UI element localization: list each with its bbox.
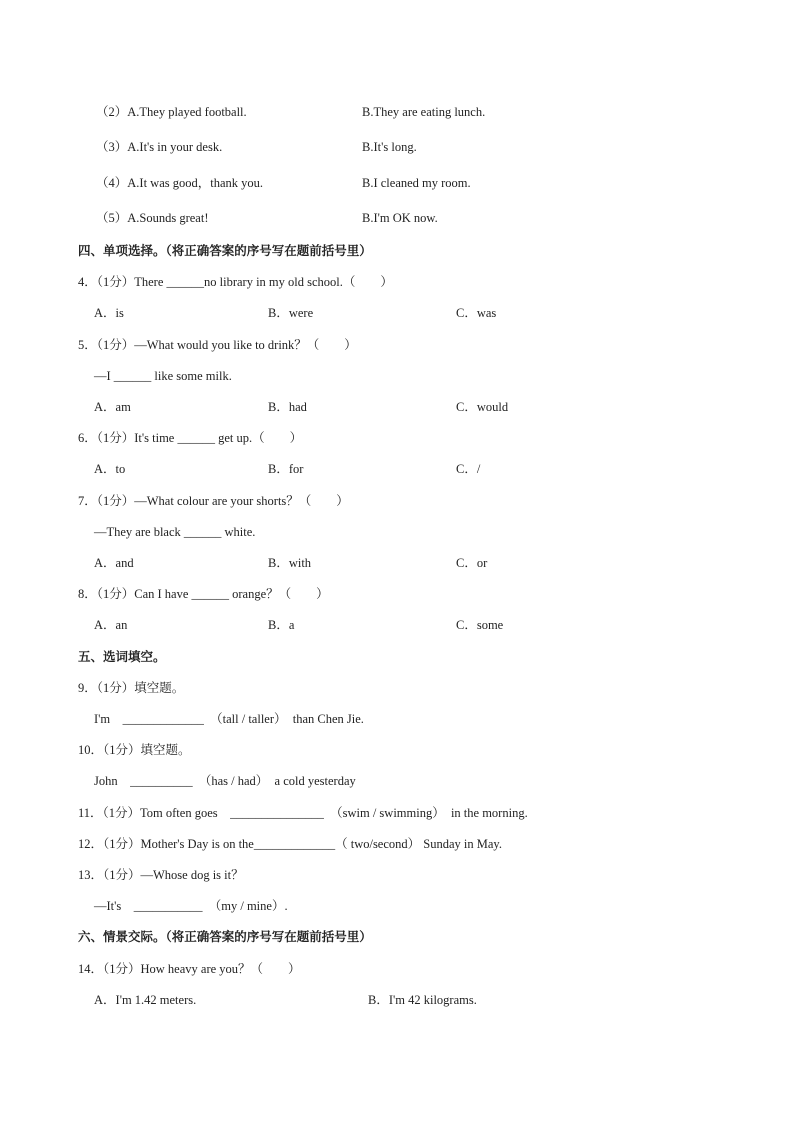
q4-stem: 4．（1分）There ______no library in my old school.（ ） (78, 275, 393, 289)
q13-blank-line: —It's ___________ （my / mine）. (94, 899, 288, 913)
q4-option-b: B．were (268, 306, 314, 320)
q7-option-c: C．or (456, 556, 488, 570)
q9-blank-line: I'm _____________ （tall / taller） than Chen Jie. (94, 712, 364, 726)
q4-option-a: A．is (94, 306, 124, 320)
q4-option-c: C．was (456, 306, 497, 320)
q11-stem: 11．（1分）Tom often goes _______________ （swim / swimming） in the morning. (78, 806, 528, 820)
q14-option-a: A．I'm 1.42 meters. (94, 993, 197, 1007)
q8-option-a: A．an (94, 618, 128, 632)
q3-5-option-b: B.I'm OK now. (362, 211, 438, 225)
q6-option-c: C．/ (456, 462, 481, 476)
q14-option-b: B．I'm 42 kilograms. (368, 993, 477, 1007)
q12-stem: 12．（1分）Mother's Day is on the_____________（ two/second） Sunday in May. (78, 837, 502, 851)
q3-5-option-a: （5）A.Sounds great! (96, 211, 209, 225)
q3-2-option-b: B.They are eating lunch. (362, 105, 486, 119)
q7-option-a: A．and (94, 556, 134, 570)
q3-2-option-a: （2）A.They played football. (96, 105, 247, 119)
q6-option-a: A．to (94, 462, 126, 476)
q10-stem: 10．（1分）填空题。 (78, 743, 191, 757)
q3-4-option-a: （4）A.It was good，thank you. (96, 176, 263, 190)
q5-stem: 5．（1分）—What would you like to drink？（ ） (78, 338, 357, 352)
q6-option-b: B．for (268, 462, 304, 476)
section-5-title: 五、选词填空。 (78, 650, 166, 664)
q7-stem: 7．（1分）—What colour are your shorts？（ ） (78, 494, 349, 508)
q6-stem: 6．（1分）It's time ______ get up.（ ） (78, 431, 303, 445)
q5-answer-line: —I ______ like some milk. (94, 369, 232, 383)
q7-answer-line: —They are black ______ white. (94, 525, 256, 539)
q3-3-option-a: （3）A.It's in your desk. (96, 140, 223, 154)
q8-option-b: B．a (268, 618, 295, 632)
q8-stem: 8．（1分）Can I have ______ orange？（ ） (78, 587, 329, 601)
q14-stem: 14．（1分）How heavy are you？（ ） (78, 962, 301, 976)
q10-blank-line: John __________ （has / had） a cold yesterday (94, 774, 356, 788)
q3-4-option-b: B.I cleaned my room. (362, 176, 471, 190)
section-6-title: 六、情景交际。（将正确答案的序号写在题前括号里） (78, 930, 372, 944)
q13-stem: 13．（1分）—Whose dog is it？ (78, 868, 244, 882)
q8-option-c: C．some (456, 618, 504, 632)
q9-stem: 9．（1分）填空题。 (78, 681, 185, 695)
q5-option-c: C．would (456, 400, 509, 414)
q7-option-b: B．with (268, 556, 312, 570)
q3-3-option-b: B.It's long. (362, 140, 417, 154)
section-4-title: 四、单项选择。（将正确答案的序号写在题前括号里） (78, 244, 372, 258)
q5-option-b: B．had (268, 400, 307, 414)
q5-option-a: A．am (94, 400, 131, 414)
